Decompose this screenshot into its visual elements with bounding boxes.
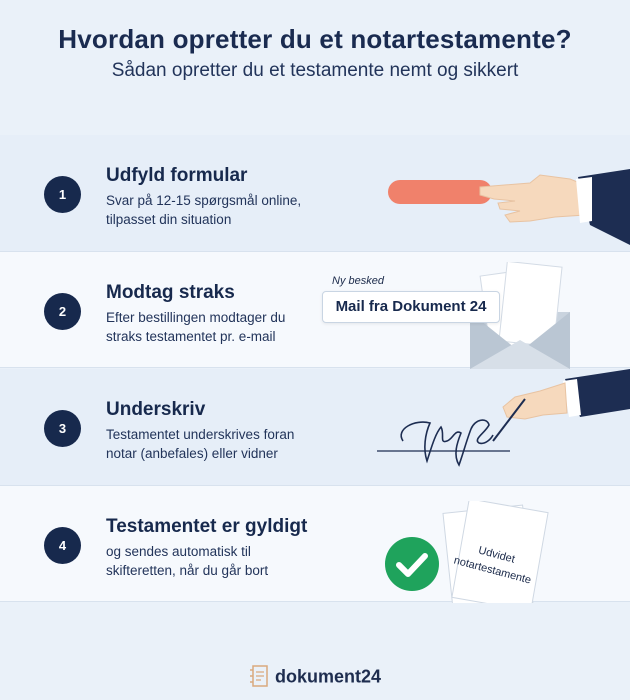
step-title: Underskriv [106,399,206,420]
step-3 [0,369,630,486]
pointing-hand-icon [380,165,630,255]
page-subtitle: Sådan opretter du et testamente nemt og sikkert [111,60,519,81]
step-4 [0,485,630,602]
mail-badge-label: Ny besked [332,275,384,287]
step-description: og sendes automatisk til skifteretten, når du går bort [106,544,269,578]
document-label: Udvidet notartestamente [452,544,533,587]
step-title: Udfyld formular [106,165,248,186]
logo-icon [249,664,271,690]
step-description: Efter bestillingen modtager du straks testamentet pr. e-mail [106,310,286,344]
brand-name: dokument24 [274,666,382,687]
step-title: Testamentet er gyldigt [106,516,308,537]
step-description: Svar på 12-15 spørgsmål online, tilpasset din situation [106,193,302,227]
step-number-badge: 3 [44,410,81,447]
footer [0,664,630,690]
step-1 [0,135,630,252]
step-number-badge: 4 [44,527,81,564]
mail-notification-badge: Mail fra Dokument 24 [322,291,500,323]
pen-hand-icon [485,369,630,449]
header [0,0,630,120]
checkmark-icon [384,536,440,592]
step-2 [0,251,630,368]
page-title: Hvordan opretter du et notartestamente? [58,24,572,54]
step-number-badge: 2 [44,293,81,330]
step-description: Testamentet underskrives foran notar (anbefales) eller vidner [106,427,295,461]
step-number-badge: 1 [44,176,81,213]
step-title: Modtag straks [106,282,235,303]
